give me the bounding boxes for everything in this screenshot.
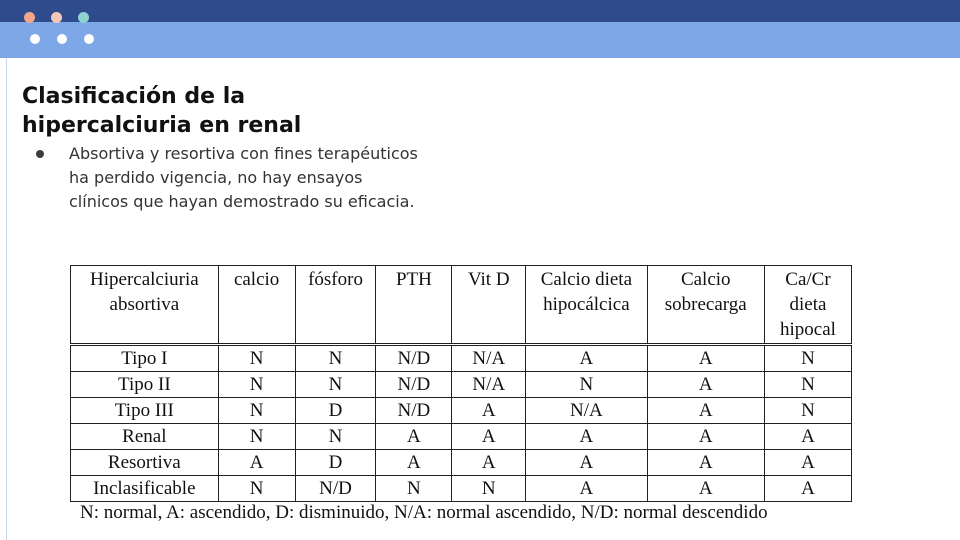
table-cell: A <box>647 398 764 424</box>
table-cell: A <box>452 398 526 424</box>
column-header: Ca/Cr dieta hipocal <box>764 266 851 345</box>
table-cell: A <box>647 372 764 398</box>
table-cell: N <box>218 345 295 372</box>
table-cell: N <box>376 476 452 502</box>
table-cell: Resortiva <box>71 450 219 476</box>
table-cell: D <box>295 450 376 476</box>
table-cell: Tipo II <box>71 372 219 398</box>
column-header: calcio <box>218 266 295 345</box>
table-cell: Tipo III <box>71 398 219 424</box>
table-cell: N <box>764 372 851 398</box>
table-cell: A <box>764 424 851 450</box>
table-cell: N/D <box>295 476 376 502</box>
table-cell: N/D <box>376 345 452 372</box>
table-cell: N <box>218 424 295 450</box>
window-dot-icon <box>24 12 35 23</box>
table-cell: A <box>647 450 764 476</box>
table-cell: A <box>526 345 647 372</box>
window-dot-icon <box>78 12 89 23</box>
table-row <box>71 345 852 372</box>
table-cell: A <box>376 450 452 476</box>
table-cell: Tipo I <box>71 345 219 372</box>
table-cell: A <box>452 424 526 450</box>
bullet-icon <box>36 150 44 158</box>
table-cell: A <box>376 424 452 450</box>
table-cell: A <box>647 476 764 502</box>
table-cell: N <box>452 476 526 502</box>
table-cell: N <box>218 372 295 398</box>
column-header: Vit D <box>452 266 526 345</box>
table-cell: A <box>764 476 851 502</box>
table-cell: A <box>452 450 526 476</box>
column-header: PTH <box>376 266 452 345</box>
bullet-text: Absortiva y resortiva con fines terapéuticos ha perdido vigencia, no hay ensayos clínicos que hayan demostrado su eficacia. <box>69 144 418 211</box>
table-cell: A <box>647 345 764 372</box>
table-cell: A <box>526 476 647 502</box>
slide-title: Clasificación de la hipercalciuria en renal <box>22 84 302 138</box>
table-cell: N <box>295 372 376 398</box>
table-cell: N <box>218 398 295 424</box>
table-cell: N/A <box>452 345 526 372</box>
column-header: Calcio sobrecarga <box>647 266 764 345</box>
table-cell: N <box>295 424 376 450</box>
table-cell: A <box>764 450 851 476</box>
table-cell: A <box>526 450 647 476</box>
table-cell: A <box>526 424 647 450</box>
window-dot-icon <box>57 34 67 44</box>
table-cell: Inclasificable <box>71 476 219 502</box>
window-dot-icon <box>51 12 62 23</box>
table-cell: A <box>218 450 295 476</box>
table-legend: N: normal, A: ascendido, D: disminuido, N/A: normal ascendido, N/D: normal descendido <box>80 502 768 523</box>
table-cell: A <box>647 424 764 450</box>
classification-table <box>70 265 852 502</box>
header-bar <box>0 0 960 22</box>
table-header-row <box>71 266 852 345</box>
table-cell: Renal <box>71 424 219 450</box>
table-cell: N <box>526 372 647 398</box>
table-cell: N <box>764 398 851 424</box>
table-row <box>71 424 852 450</box>
table-row <box>71 398 852 424</box>
table-row <box>71 372 852 398</box>
table-cell: N <box>295 345 376 372</box>
window-dot-icon <box>84 34 94 44</box>
table-cell: N/D <box>376 372 452 398</box>
table-cell: D <box>295 398 376 424</box>
window-dot-icon <box>30 34 40 44</box>
column-header: Calcio dieta hipocálcica <box>526 266 647 345</box>
table-row <box>71 450 852 476</box>
table-cell: N <box>764 345 851 372</box>
column-header: Hipercalciuria absortiva <box>71 266 219 345</box>
table-cell: N <box>218 476 295 502</box>
header-accent-bar <box>0 22 960 58</box>
column-header: fósforo <box>295 266 376 345</box>
bullet-list <box>36 142 426 214</box>
table-cell: N/A <box>526 398 647 424</box>
left-margin-rule <box>6 58 7 540</box>
table-cell: N/D <box>376 398 452 424</box>
table-row <box>71 476 852 502</box>
table-cell: N/A <box>452 372 526 398</box>
